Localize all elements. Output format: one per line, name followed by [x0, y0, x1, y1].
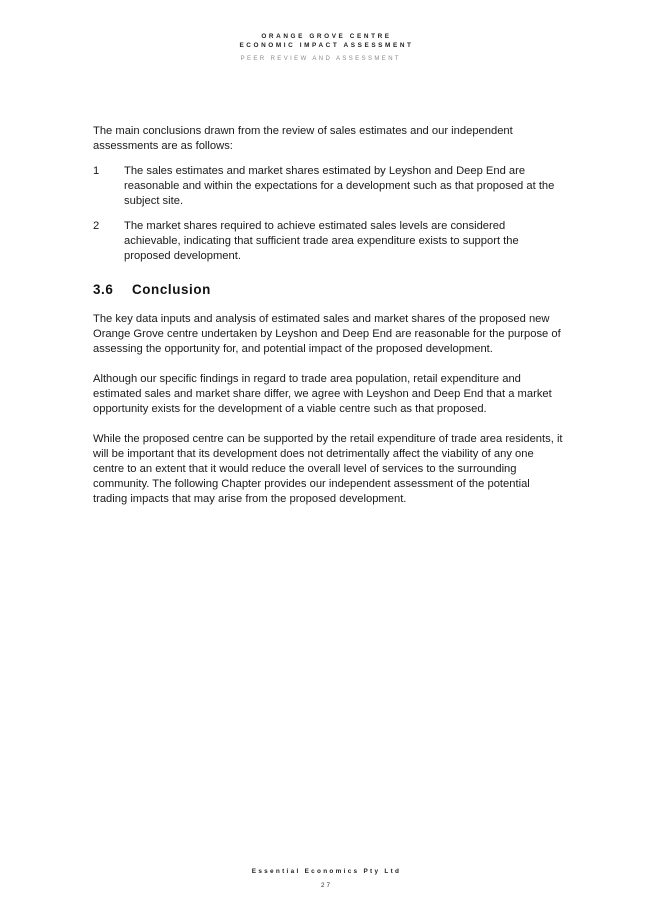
section-heading	[93, 282, 563, 298]
header-title-line2: ECONOMIC IMPACT ASSESSMENT	[239, 42, 414, 49]
conclusion-number: 2	[93, 220, 100, 232]
body-paragraph-3: While the proposed centre can be supported by the retail expenditure of trade area residents, it will be important that its development does not detrimentally affect the viability of any one centre to an extent that it would reduce the overall level of services to the surrounding community. The following Chapter provides our independent assessment of the potential trading impacts that may arise from the proposed development.	[93, 433, 563, 505]
conclusion-text: The market shares required to achieve estimated sales levels are considered achievable, indicating that sufficient trade area expenditure exists to support the proposed development.	[124, 220, 519, 262]
section-title: Conclusion	[132, 282, 211, 297]
conclusion-text: The sales estimates and market shares estimated by Leyshon and Deep End are reasonable and within the expectations for a development such as that proposed at the subject site.	[124, 165, 555, 207]
body-paragraph-1: The key data inputs and analysis of estimated sales and market shares of the proposed new Orange Grove centre undertaken by Leyshon and Deep End are reasonable for the purpose of assessing the opportunity for, and potential impact of the proposed development.	[93, 313, 561, 355]
header-title-line1: ORANGE GROVE CENTRE	[261, 33, 392, 40]
footer-company: Essential Economics Pty Ltd	[251, 868, 402, 875]
page-number: 27	[320, 882, 333, 889]
intro-paragraph: The main conclusions drawn from the review of sales estimates and our independent assessments are as follows:	[93, 125, 513, 152]
body-paragraph-2: Although our specific findings in regard to trade area population, retail expenditure and estimated sales and market share differ, we agree with Leyshon and Deep End that a market opportunity exists for the development of a viable centre such as that proposed.	[93, 373, 552, 415]
conclusion-item-1	[93, 164, 563, 209]
conclusion-number: 1	[93, 165, 100, 177]
document-body	[93, 124, 563, 522]
page-footer	[0, 868, 653, 889]
section-number: 3.6	[93, 282, 114, 297]
conclusion-item-2	[93, 219, 563, 264]
header-subtitle: PEER REVIEW AND ASSESSMENT	[240, 56, 401, 62]
page-header	[0, 32, 653, 50]
